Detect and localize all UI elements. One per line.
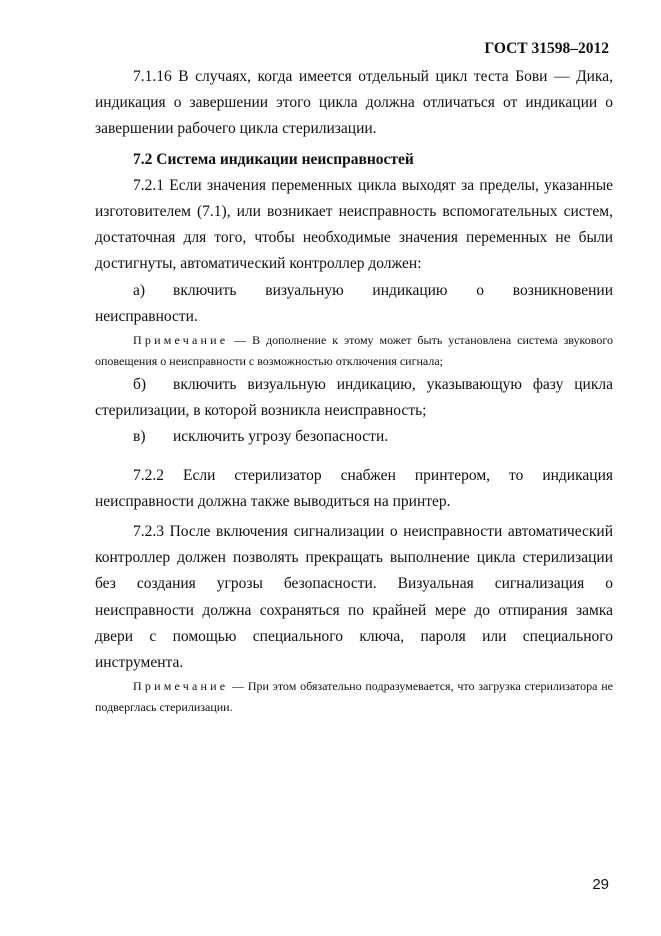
paragraph-7-2-2: 7.2.2 Если стерилизатор снабжен принтером, то индикация неисправности должна также выводиться на принтер.	[95, 466, 613, 510]
note-label: Примечание	[133, 679, 229, 694]
list-item-text: включить визуальную индикацию, указывающую фазу цикла стерилизации, в которой возникла неисправность;	[95, 376, 613, 420]
list-marker: б)	[133, 376, 147, 394]
paragraph-7-2-3: 7.2.3 После включения сигнализации о неисправности автоматический контроллер должен позволять прекращать выполнение цикла стерилизации без создания угрозы безопасности. Визуальная сигнализация о неисправности должна сохраняться по крайней мере до отпирания замка двери с помощью специального ключа, пароля или специального инструмента.	[95, 523, 613, 672]
list-marker: а)	[133, 281, 146, 299]
list-item-c	[95, 424, 613, 450]
page-number: 29	[592, 876, 609, 893]
list-item-text: включить визуальную индикацию о возникновении неисправности.	[95, 281, 613, 325]
note-1	[95, 330, 613, 372]
paragraph-7-2-1: 7.2.1 Если значения переменных цикла выходят за пределы, указанные изготовителем (7.1), или возникает неисправность вспомогательных систем, достаточная для того, чтобы необходимые значения переменных не были достигнуты, автоматический контроллер должен:	[95, 176, 613, 273]
list-item-text: исключить угрозу безопасности.	[173, 428, 389, 446]
list-item-b	[95, 372, 613, 424]
document-code: ГОСТ 31598–2012	[484, 40, 609, 57]
note-text: — При этом обязательно подразумевается, что загрузка стерилизатора не подверглась стерилизации.	[95, 679, 613, 715]
paragraph-7-1-16: 7.1.16 В случаях, когда имеется отдельный цикл теста Бови — Дика, индикация о завершении этого цикла должна отличаться от индикации о завершении рабочего цикла стерилизации.	[95, 68, 613, 138]
note-2	[95, 676, 613, 718]
note-label: Примечание	[133, 333, 229, 348]
list-item-a	[95, 278, 613, 330]
section-heading-7-2: 7.2 Система индикации неисправностей	[133, 150, 414, 168]
note-text: — В дополнение к этому может быть установлена система звукового оповещения о неисправности с возможностью отключения сигнала;	[95, 333, 613, 369]
list-marker: в)	[133, 428, 146, 446]
page-body	[95, 64, 613, 718]
